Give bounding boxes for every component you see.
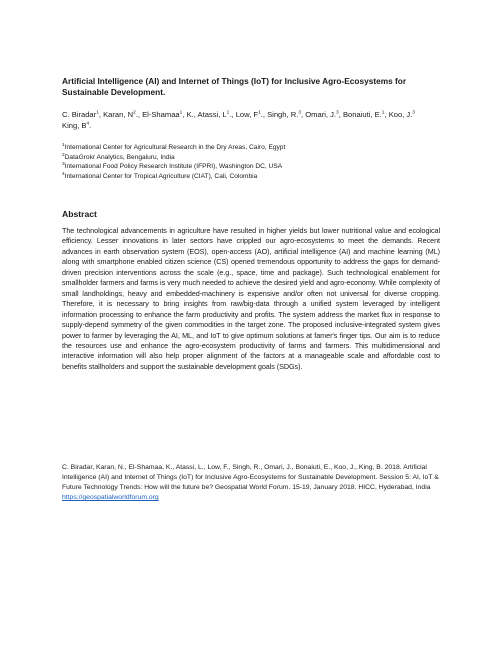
author: El-Shamaa$^1$, [142,110,187,119]
author: Low, $F^1$., [235,110,268,119]
citation [62,463,440,503]
author: Omari, J.$^3$, [305,110,343,119]
affiliation-list [62,143,442,182]
author: K., Atassi, $L^1$., [186,110,236,119]
abstract-heading: Abstract [62,209,97,219]
abstract-text: The technological advancements in agriculture have resulted in higher yields but lower nutritional value and ecological efficiency. Lesser innovations in later sectors have crippled our agro-ecosystems to meet the demands. Recent advances in earth observation system (EOS), open-access (AO), artificial intelligence (AI) and machine learning (ML) along with smartphone enabled citizen science (CS) opened tremendous opportunity to address the gaps for demand-driven precision interventions across the scale (e.g., space, time and package). Such technological enablement for smallholder farmers and farms is very much needed to achieve the desired yield and agro-economy. While complexity of small landholdings, heavy and embedded-machinery is expensive and/or often not universal for diverse cropping. Therefore, it is necessary to bring insights from raw/big-data through a unified system leveraged by intelligent information processing to enhance the farm productivity and profits. The system address the market flux in response to supply-depend symmetry of the given commodities in the target zone. The proposed inclusive-integrated system gives power to farmer by leveraging the AI, ML, and IoT to give optimum solutions at famer's finger tips. Our aim is to reduce the resources use and enhance the agro-ecosystem productivity of farms and farmers. This multidimensional and interactive information will also help proper alignment of the factors at a manageable scale and affordable cost to benefits stallholders and support the sustainable development goals (SDGs). [62,226,440,371]
author: King, $B^4$. [62,120,92,130]
author: Bonaiuti, E.$^1$, [342,110,389,119]
author-list [62,110,434,131]
author: Karan, $N^2$., [103,110,143,119]
citation-text: C. Biradar, Karan, N., El-Shamaa, K., Atassi, L., Low, F., Singh, R., Omari, J., Bonaiuti, E., Koo, J., King, B. 2018. Artificial Intelligence (AI) and Internet of Things (IoT) for Inclusive Agro-Ecosystems for Sustainable Development. Session 5: AI, IoT & Future Technology Trends: How will the future be? Geospatial World Forum. 15-19, January 2018. HICC, Hyderabad, India [62,464,439,492]
forum-link[interactable]: https://geospatialworldforum.org [62,494,159,502]
author: C. Biradar$^1$, [62,110,104,119]
affiliation: $^1$International Center for Agricultural Research in the Dry Areas, Cairo, Egypt [62,142,286,151]
author: Koo, J.$^3$ [388,110,416,119]
affiliation: $^4$International Center for Tropical Agriculture (CIAT), Cali, Colombia [62,171,258,181]
paper-title: Artificial Intelligence (AI) and Internet of Things (IoT) for Inclusive Agro-Ecosystems for Sustainable Development. [62,76,407,97]
affiliation: $^3$International Food Policy Research Institute (IFPRI), Washington DC, USA [62,162,283,171]
affiliation: $^2$DataGrokr Analytics, Bengaluru, India [62,152,175,161]
author: Singh, R.$^3$, [267,110,306,119]
